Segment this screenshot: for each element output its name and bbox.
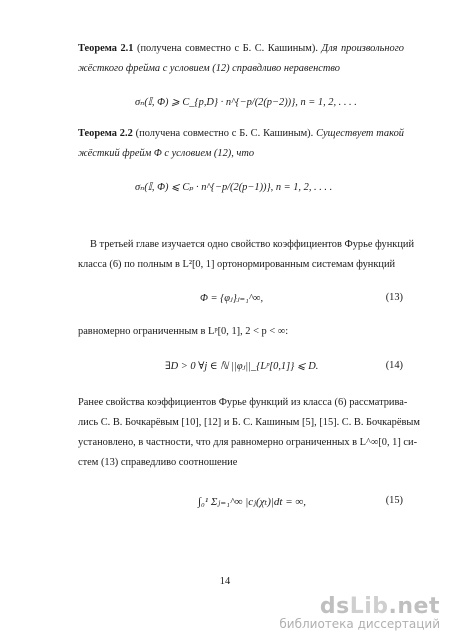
watermark-tagline: библиотека диссертаций [279,617,440,631]
theorem-2-1-note: (получена совместно с Б. С. Кашиным). [137,43,318,54]
logo-ds: ds [319,594,350,619]
theorem-2-2-line-1 [78,127,404,141]
theorem-2-2-statement-start: Существует такой [316,128,404,139]
para-3-line-1: Ранее свойства коэффициентов Фурье функций из класса (6) рассматрива- [78,397,408,408]
theorem-2-1-statement-start: Для произвольного [321,43,404,54]
theorem-2-2-label: Теорема 2.2 [78,128,133,139]
para-3-line-2: лись С. В. Бочкарёвым [10], [12] и Б. С. Кашиным [5], [15]. С. В. Бочкарёвым [78,417,420,428]
para-1-line-2: класса (6) по полным в L²[0, 1] ортонормированным системам функций [78,259,396,270]
logo-lib: Lib [349,594,389,619]
equation-15-number: (15) [385,495,403,506]
para-3-line-4: стем (13) справедливо соотношение [78,457,238,468]
equation-13-formula: Φ = {φⱼ}ⱼ₌₁^∞, [200,293,264,304]
theorem-2-1-line-1 [78,42,404,56]
para-3-line-3: установлено, в частности, что для равномерно ограниченных в L^∞[0, 1] си- [78,437,418,448]
theorem-2-2-line-2: жёсткий фрейм Φ с условием (12), что [78,148,255,159]
dslib-watermark [279,594,440,631]
theorem-2-1-label: Теорема 2.1 [78,43,134,54]
equation-14-formula: ∃D > 0 ∀j ∈ ℕ ||φⱼ||_{Lᵖ[0,1]} ⩽ D. [165,361,319,372]
para-2-line-1: равномерно ограниченным в Lᵖ[0, 1], 2 < p < ∞: [78,326,289,337]
equation-14-number: (14) [385,360,403,371]
page-number: 14 [219,576,231,587]
theorem-2-2-note: (получена совместно с Б. С. Кашиным). [135,128,314,139]
dslib-logo [279,594,440,619]
logo-net: .net [388,594,440,619]
theorem-2-1-line-2: жёсткого фрейма с условием (12) справдливо неравенство [78,63,340,74]
theorem-2-1-formula: σₙ(𝕀, Φ) ⩾ C_{p,D} · n^{−p/(2(p−2))}, n = 1, 2, . . . . [135,97,357,108]
equation-15-formula: ∫₀¹ Σⱼ₌₁^∞ |cⱼ(χₜ)|dt = ∞, [198,496,306,508]
theorem-2-2-formula: σₙ(𝕀, Φ) ⩽ Cₚ · n^{−p/(2(p−1))}, n = 1, 2, . . . . [135,182,333,193]
equation-13-number: (13) [385,292,403,303]
para-1-line-1: В третьей главе изучается одно свойство коэффициентов Фурье функций [90,239,415,250]
